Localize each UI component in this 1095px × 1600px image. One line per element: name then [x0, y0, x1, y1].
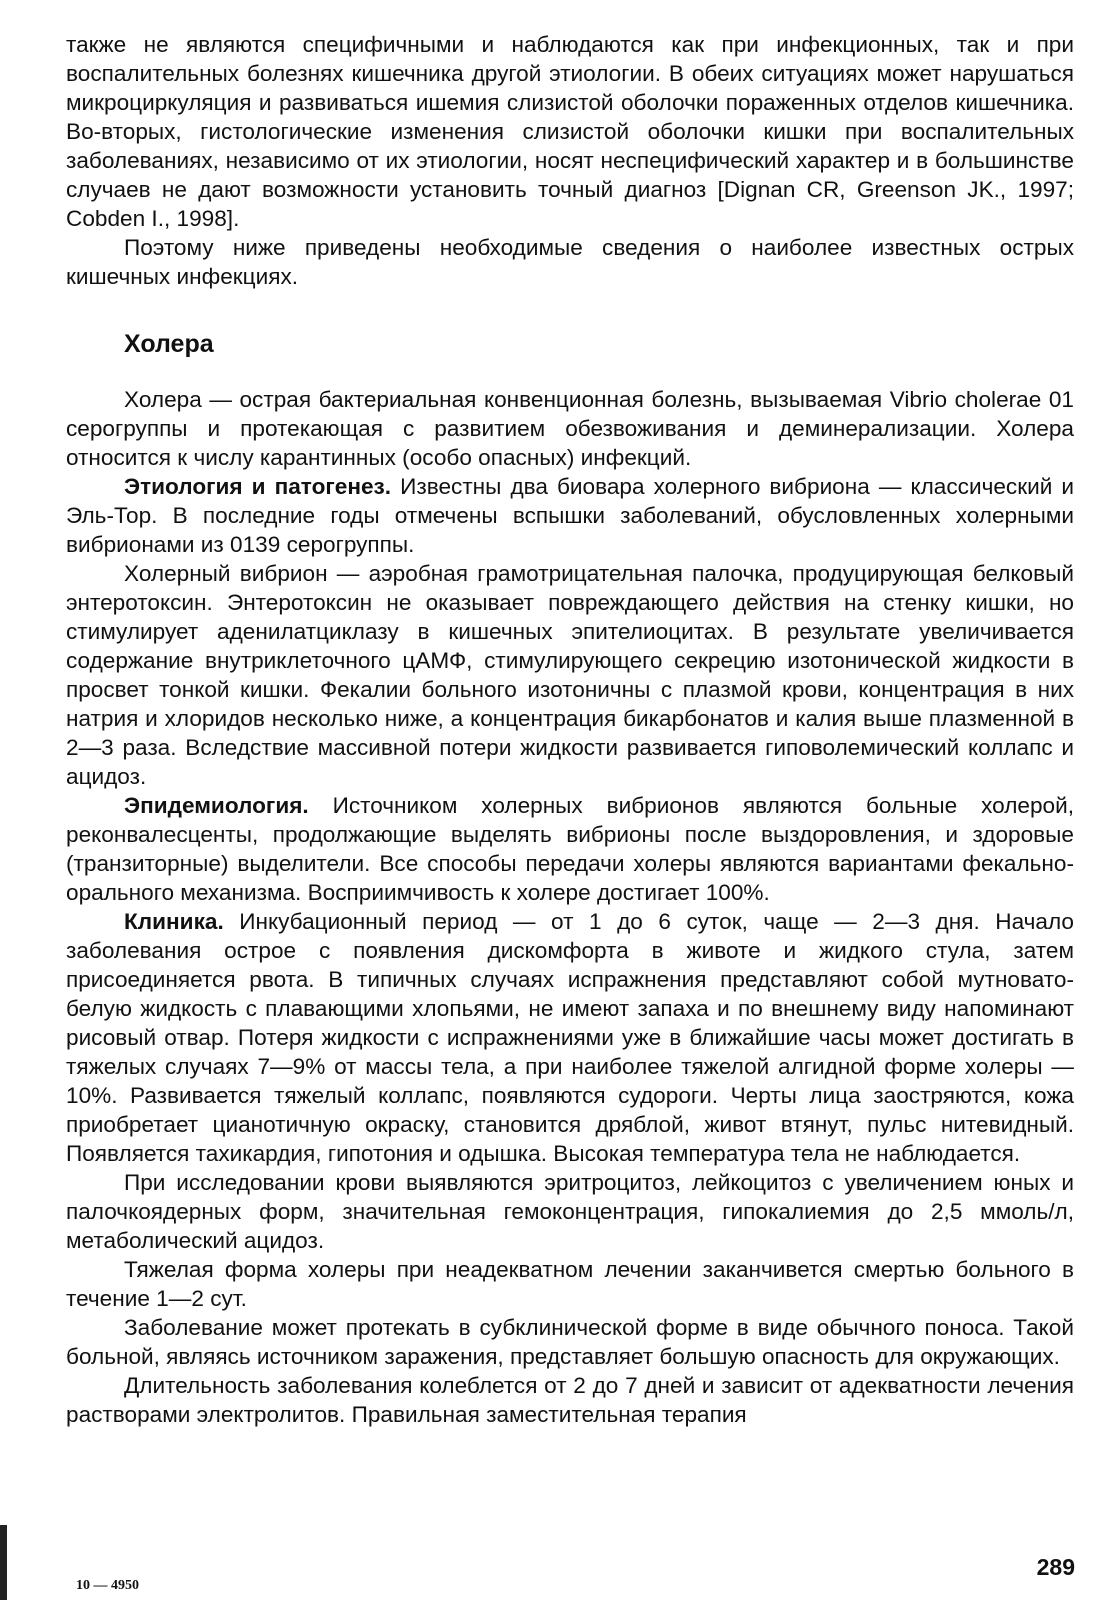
definition-paragraph: Холера — острая бактериальная конвенционная болезнь, вызываемая Vibrio cholerae 01 серогруппы и протекающая с развитием обезвоживания и деминерализации. Холера относится к числу карантинных (особо опасных) инфекций.	[66, 387, 1074, 470]
vibrio-paragraph: Холерный вибрион — аэробная грамотрицательная палочка, продуцирующая белковый энтеротоксин. Энтеротоксин не оказывает повреждающего действия на стенку кишки, но стимулирует аденилатциклазу в кишечных эпителиоцитах. В результате увеличивается содержание внутриклеточного цАМФ, стимулирующего секрецию изотонической жидкости в просвет тонкой кишки. Фекалии больного изотоничны с плазмой крови, концентрация в них натрия и хлоридов несколько ниже, а концентрация бикарбонатов и калия выше плазменной в 2—3 раза. Вследствие массивной потери жидкости развивается гиповолемический коллапс и ацидоз.	[66, 561, 1074, 789]
section-heading: Холера	[124, 330, 214, 358]
etiology-lead: Этиология и патогенез.	[124, 474, 392, 499]
duration-paragraph: Длительность заболевания колеблется от 2 до 7 дней и зависит от адекватности лечения растворами электролитов. Правильная заместительная терапия	[66, 1373, 1074, 1427]
page-number: 289	[1036, 1554, 1075, 1580]
scan-edge-mark	[0, 1525, 7, 1600]
etiology-paragraph	[66, 472, 1074, 559]
epidemiology-text: Источником холерных вибрионов являются больные холерой, реконвалесценты, продолжающие выделять вибрионы после выздоровления, и здоровые (транзиторные) выделители. Все способы передачи холеры являются вариантами фекально-орального механизма. Восприимчивость к холере достигает 100%.	[66, 793, 1074, 905]
etiology-text: Известны два биовара холерного вибриона — классический и Эль-Тор. В последние годы отмечены вспышки заболеваний, обусловленных холерными вибрионами из 0139 серогруппы.	[66, 474, 1075, 557]
severe-paragraph: Тяжелая форма холеры при неадекватном лечении заканчивется смертью больного в течение 1—2 сут.	[66, 1257, 1074, 1311]
subclinical-paragraph: Заболевание может протекать в субклинической форме в виде обычного поноса. Такой больной, являясь источником заражения, представляет большую опасность для окружающих.	[66, 1315, 1074, 1369]
clinic-paragraph	[66, 907, 1074, 1168]
clinic-text: Инкубационный период — от 1 до 6 суток, чаще — 2—3 дня. Начало заболевания острое с появления дискомфорта в животе и жидкого стула, затем присоединяется рвота. В типичных случаях испражнения представляют собой мутновато-белую жидкость с плавающими хлопьями, не имеют запаха и по внешнему виду напоминают рисовый отвар. Потеря жидкости с испражнениями уже в ближайшие часы может достигать в тяжелых случаях 7—9% от массы тела, а при наиболее тяжелой алгидной форме холеры — 10%. Развивается тяжелый коллапс, появляются судороги. Черты лица заостряются, кожа приобретает цианотичную окраску, становится дряблой, живот втянут, пульс нитевидный. Появляется тахикардия, гипотония и одышка. Высокая температура тела не наблюдается.	[66, 909, 1074, 1166]
intro-paragraph-1: также не являются специфичными и наблюдаются как при инфекционных, так и при воспалительных болезнях кишечника другой этиологии. В обеих ситуациях может нарушаться микроциркуляция и развиваться ишемия слизистой оболочки пораженных отделов кишечника. Во-вторых, гистологические изменения слизистой оболочки кишки при воспалительных заболеваниях, независимо от их этиологии, носят неспецифический характер и в большинстве случаев не дают возможности установить точный диагноз [Dignan CR, Greenson JK., 1997; Cobden I., 1998].	[66, 32, 1074, 231]
epidemiology-paragraph	[66, 791, 1074, 907]
blood-paragraph: При исследовании крови выявляются эритроцитоз, лейкоцитоз с увеличением юных и палочкоядерных форм, значительная гемоконцентрация, гипокалиемия до 2,5 ммоль/л, метаболический ацидоз.	[66, 1170, 1074, 1253]
page-body	[66, 30, 1074, 1429]
intro-paragraph-2: Поэтому ниже приведены необходимые сведения о наиболее известных острых кишечных инфекциях.	[66, 235, 1074, 289]
epidemiology-lead: Эпидемиология.	[124, 793, 309, 818]
printer-signature: 10 — 4950	[76, 1578, 139, 1593]
clinic-lead: Клиника.	[124, 909, 224, 934]
